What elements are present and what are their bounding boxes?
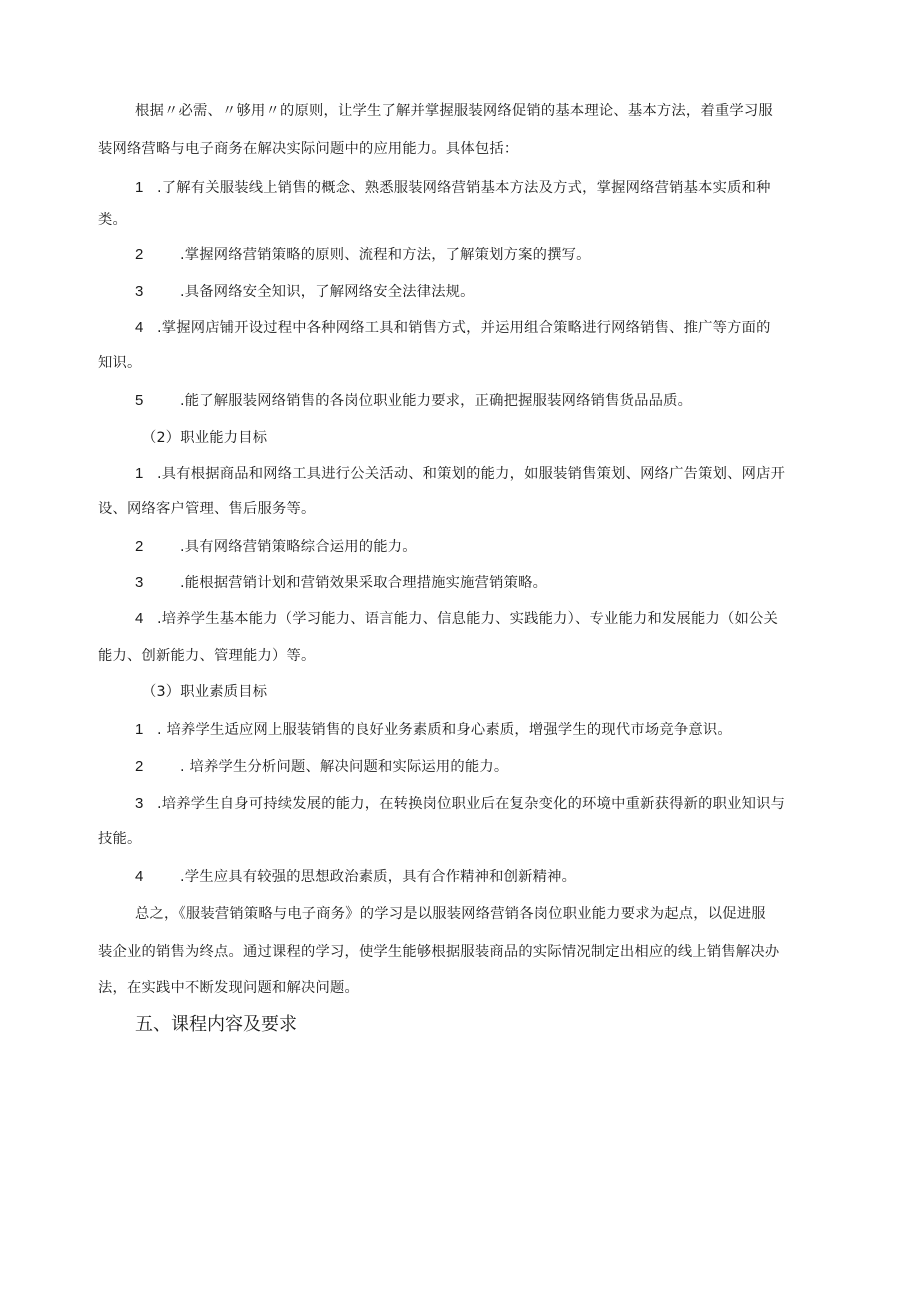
ability-item-4-line-2: 能力、创新能力、管理能力）等。 [98,648,316,664]
quality-item-1-number: 1 [135,721,144,738]
intro-line-1: 根据〃必需、〃够用〃的原则，让学生了解并掌握服装网络促销的基本理论、基本方法，着重学习服 [135,103,773,119]
section-3-title: （3）职业素质目标 [142,684,268,700]
quality-item-4-number: 4 [135,868,144,885]
ability-item-2-line-1: .具有网络营销策略综合运用的能力。 [180,539,417,555]
ability-item-2-number: 2 [135,538,144,555]
intro-line-2: 装网络营略与电子商务在解决实际问题中的应用能力。具体包括： [98,141,519,157]
knowledge-item-1-line-1: .了解有关服装线上销售的概念、熟悉服装网络营销基本方法及方式，掌握网络营销基本实质和种 [157,180,771,196]
ability-item-4-line-1: .培养学生基本能力（学习能力、语言能力、信息能力、实践能力）、专业能力和发展能力（如公关 [157,611,778,627]
knowledge-item-5-line-1: .能了解服装网络销售的各岗位职业能力要求，正确把握服装网络销售货品品质。 [180,393,693,409]
ability-item-4-number: 4 [135,610,144,627]
ability-item-1-line-1: .具有根据商品和网络工具进行公关活动、和策划的能力，如服装销售策划、网络广告策划、网店开 [157,466,786,482]
ability-item-3-line-1: .能根据营销计划和营销效果采取合理措施实施营销策略。 [180,575,548,591]
summary-line-3: 法，在实践中不断发现问题和解决问题。 [98,980,359,996]
quality-item-3-number: 3 [135,795,144,812]
summary-line-1: 总之，《服装营销策略与电子商务》的学习是以服装网络营销各岗位职业能力要求为起点，以促进服 [135,906,766,922]
quality-item-2-line-1: . 培养学生分析问题、解决问题和实际运用的能力。 [180,759,509,775]
knowledge-item-4-number: 4 [135,319,144,336]
ability-item-1-number: 1 [135,465,144,482]
quality-item-4-line-1: .学生应具有较强的思想政治素质，具有合作精神和创新精神。 [180,869,577,885]
quality-item-3-line-1: .培养学生自身可持续发展的能力，在转换岗位职业后在复杂变化的环境中重新获得新的职业知识与 [157,796,786,812]
ability-item-1-line-2: 设、网络客户管理、售后服务等。 [98,501,316,517]
knowledge-item-1-line-2: 类。 [98,212,127,228]
ability-item-3-number: 3 [135,574,144,591]
knowledge-item-2-line-1: .掌握网络营销策略的原则、流程和方法，了解策划方案的撰写。 [180,247,591,263]
knowledge-item-5-number: 5 [135,392,144,409]
section-2-title: （2）职业能力目标 [142,430,268,446]
knowledge-item-4-line-2: 知识。 [98,355,142,371]
knowledge-item-1-number: 1 [135,179,144,196]
knowledge-item-4-line-1: .掌握网店铺开设过程中各种网络工具和销售方式，并运用组合策略进行网络销售、推广等方面的 [157,320,771,336]
chapter-heading: 五、课程内容及要求 [135,1014,297,1035]
quality-item-1-line-1: . 培养学生适应网上服装销售的良好业务素质和身心素质，增强学生的现代市场竞争意识。 [157,722,732,738]
knowledge-item-3-line-1: .具备网络安全知识，了解网络安全法律法规。 [180,284,475,300]
quality-item-2-number: 2 [135,758,144,775]
summary-line-2: 装企业的销售为终点。通过课程的学习，使学生能够根据服装商品的实际情况制定出相应的线上销售解决办 [98,944,780,960]
knowledge-item-3-number: 3 [135,283,144,300]
knowledge-item-2-number: 2 [135,246,144,263]
quality-item-3-line-2: 技能。 [98,831,142,847]
